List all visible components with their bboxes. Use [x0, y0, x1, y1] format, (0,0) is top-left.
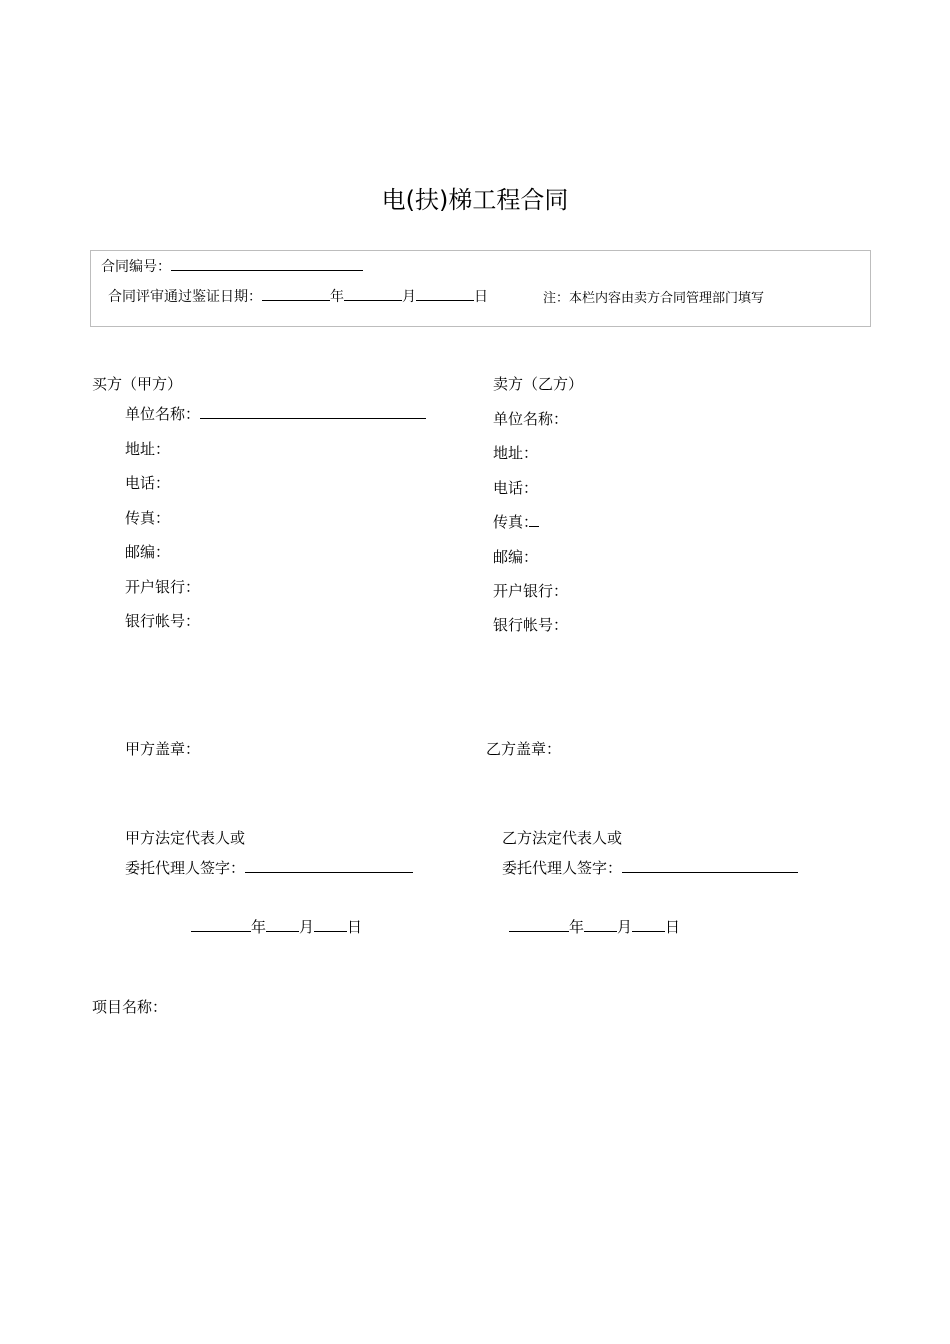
party-b-day-field[interactable]: [632, 917, 665, 932]
review-year-field[interactable]: [262, 286, 330, 301]
party-a-day-label: 日: [347, 918, 363, 936]
buyer-bank-label: 开户银行：: [125, 578, 201, 596]
contract-no-label: 合同编号：: [101, 259, 171, 275]
review-date-row: [108, 286, 488, 306]
party-b-day-label: 日: [665, 918, 681, 936]
party-a-year-field[interactable]: [191, 917, 251, 932]
party-b-month-field[interactable]: [584, 917, 617, 932]
seller-fax-field[interactable]: [529, 512, 539, 527]
seller-address-label: 地址：: [493, 444, 539, 462]
header-note: 注：本栏内容由卖方合同管理部门填写: [543, 291, 765, 306]
seller-heading: 卖方（乙方）: [493, 375, 584, 393]
buyer-address-label: 地址：: [125, 440, 171, 458]
seller-unit-name-label: 单位名称：: [493, 410, 569, 428]
seller-postcode-label: 邮编：: [493, 548, 539, 566]
seller-bank-label: 开户银行：: [493, 582, 569, 600]
review-month-label: 月: [402, 289, 416, 305]
party-b-rep-label: 乙方法定代表人或: [502, 829, 623, 847]
party-b-sign-date: [509, 916, 680, 937]
party-a-month-field[interactable]: [266, 917, 299, 932]
seller-account-label: 银行帐号：: [493, 616, 569, 634]
party-a-sign-label: 委托代理人签字：: [125, 859, 246, 877]
party-a-signature-field[interactable]: [245, 858, 413, 873]
buyer-account-label: 银行帐号：: [125, 612, 201, 630]
party-a-sign-row: [125, 857, 413, 878]
party-a-seal-label: 甲方盖章：: [125, 740, 201, 758]
party-a-month-label: 月: [299, 918, 315, 936]
buyer-unit-name-row: [125, 403, 426, 424]
buyer-heading: 买方（甲方）: [92, 375, 183, 393]
review-month-field[interactable]: [344, 286, 402, 301]
party-b-sign-label: 委托代理人签字：: [502, 859, 623, 877]
buyer-phone-label: 电话：: [125, 474, 171, 492]
seller-fax-label: 传真：: [493, 513, 539, 531]
party-a-sign-date: [191, 916, 362, 937]
review-day-field[interactable]: [416, 286, 474, 301]
party-b-sign-row: [502, 857, 798, 878]
review-year-label: 年: [330, 289, 344, 305]
party-b-signature-field[interactable]: [622, 858, 798, 873]
buyer-fax-label: 传真：: [125, 509, 171, 527]
contract-no-field[interactable]: [171, 256, 363, 271]
party-a-day-field[interactable]: [314, 917, 347, 932]
party-a-rep-label: 甲方法定代表人或: [125, 829, 246, 847]
project-name-label: 项目名称：: [92, 998, 168, 1016]
buyer-postcode-label: 邮编：: [125, 543, 171, 561]
seller-phone-label: 电话：: [493, 479, 539, 497]
buyer-unit-name-label: 单位名称：: [125, 405, 201, 423]
buyer-unit-name-field[interactable]: [200, 404, 426, 419]
contract-no-row: [101, 256, 363, 276]
party-b-seal-label: 乙方盖章：: [486, 740, 562, 758]
review-date-label: 合同评审通过鉴证日期：: [108, 289, 262, 305]
page-title: 电(扶)梯工程合同: [381, 186, 569, 214]
party-b-year-field[interactable]: [509, 917, 569, 932]
party-b-month-label: 月: [617, 918, 633, 936]
party-b-year-label: 年: [569, 918, 585, 936]
party-a-year-label: 年: [251, 918, 267, 936]
review-day-label: 日: [474, 289, 488, 305]
seller-fax-row: [493, 511, 539, 532]
